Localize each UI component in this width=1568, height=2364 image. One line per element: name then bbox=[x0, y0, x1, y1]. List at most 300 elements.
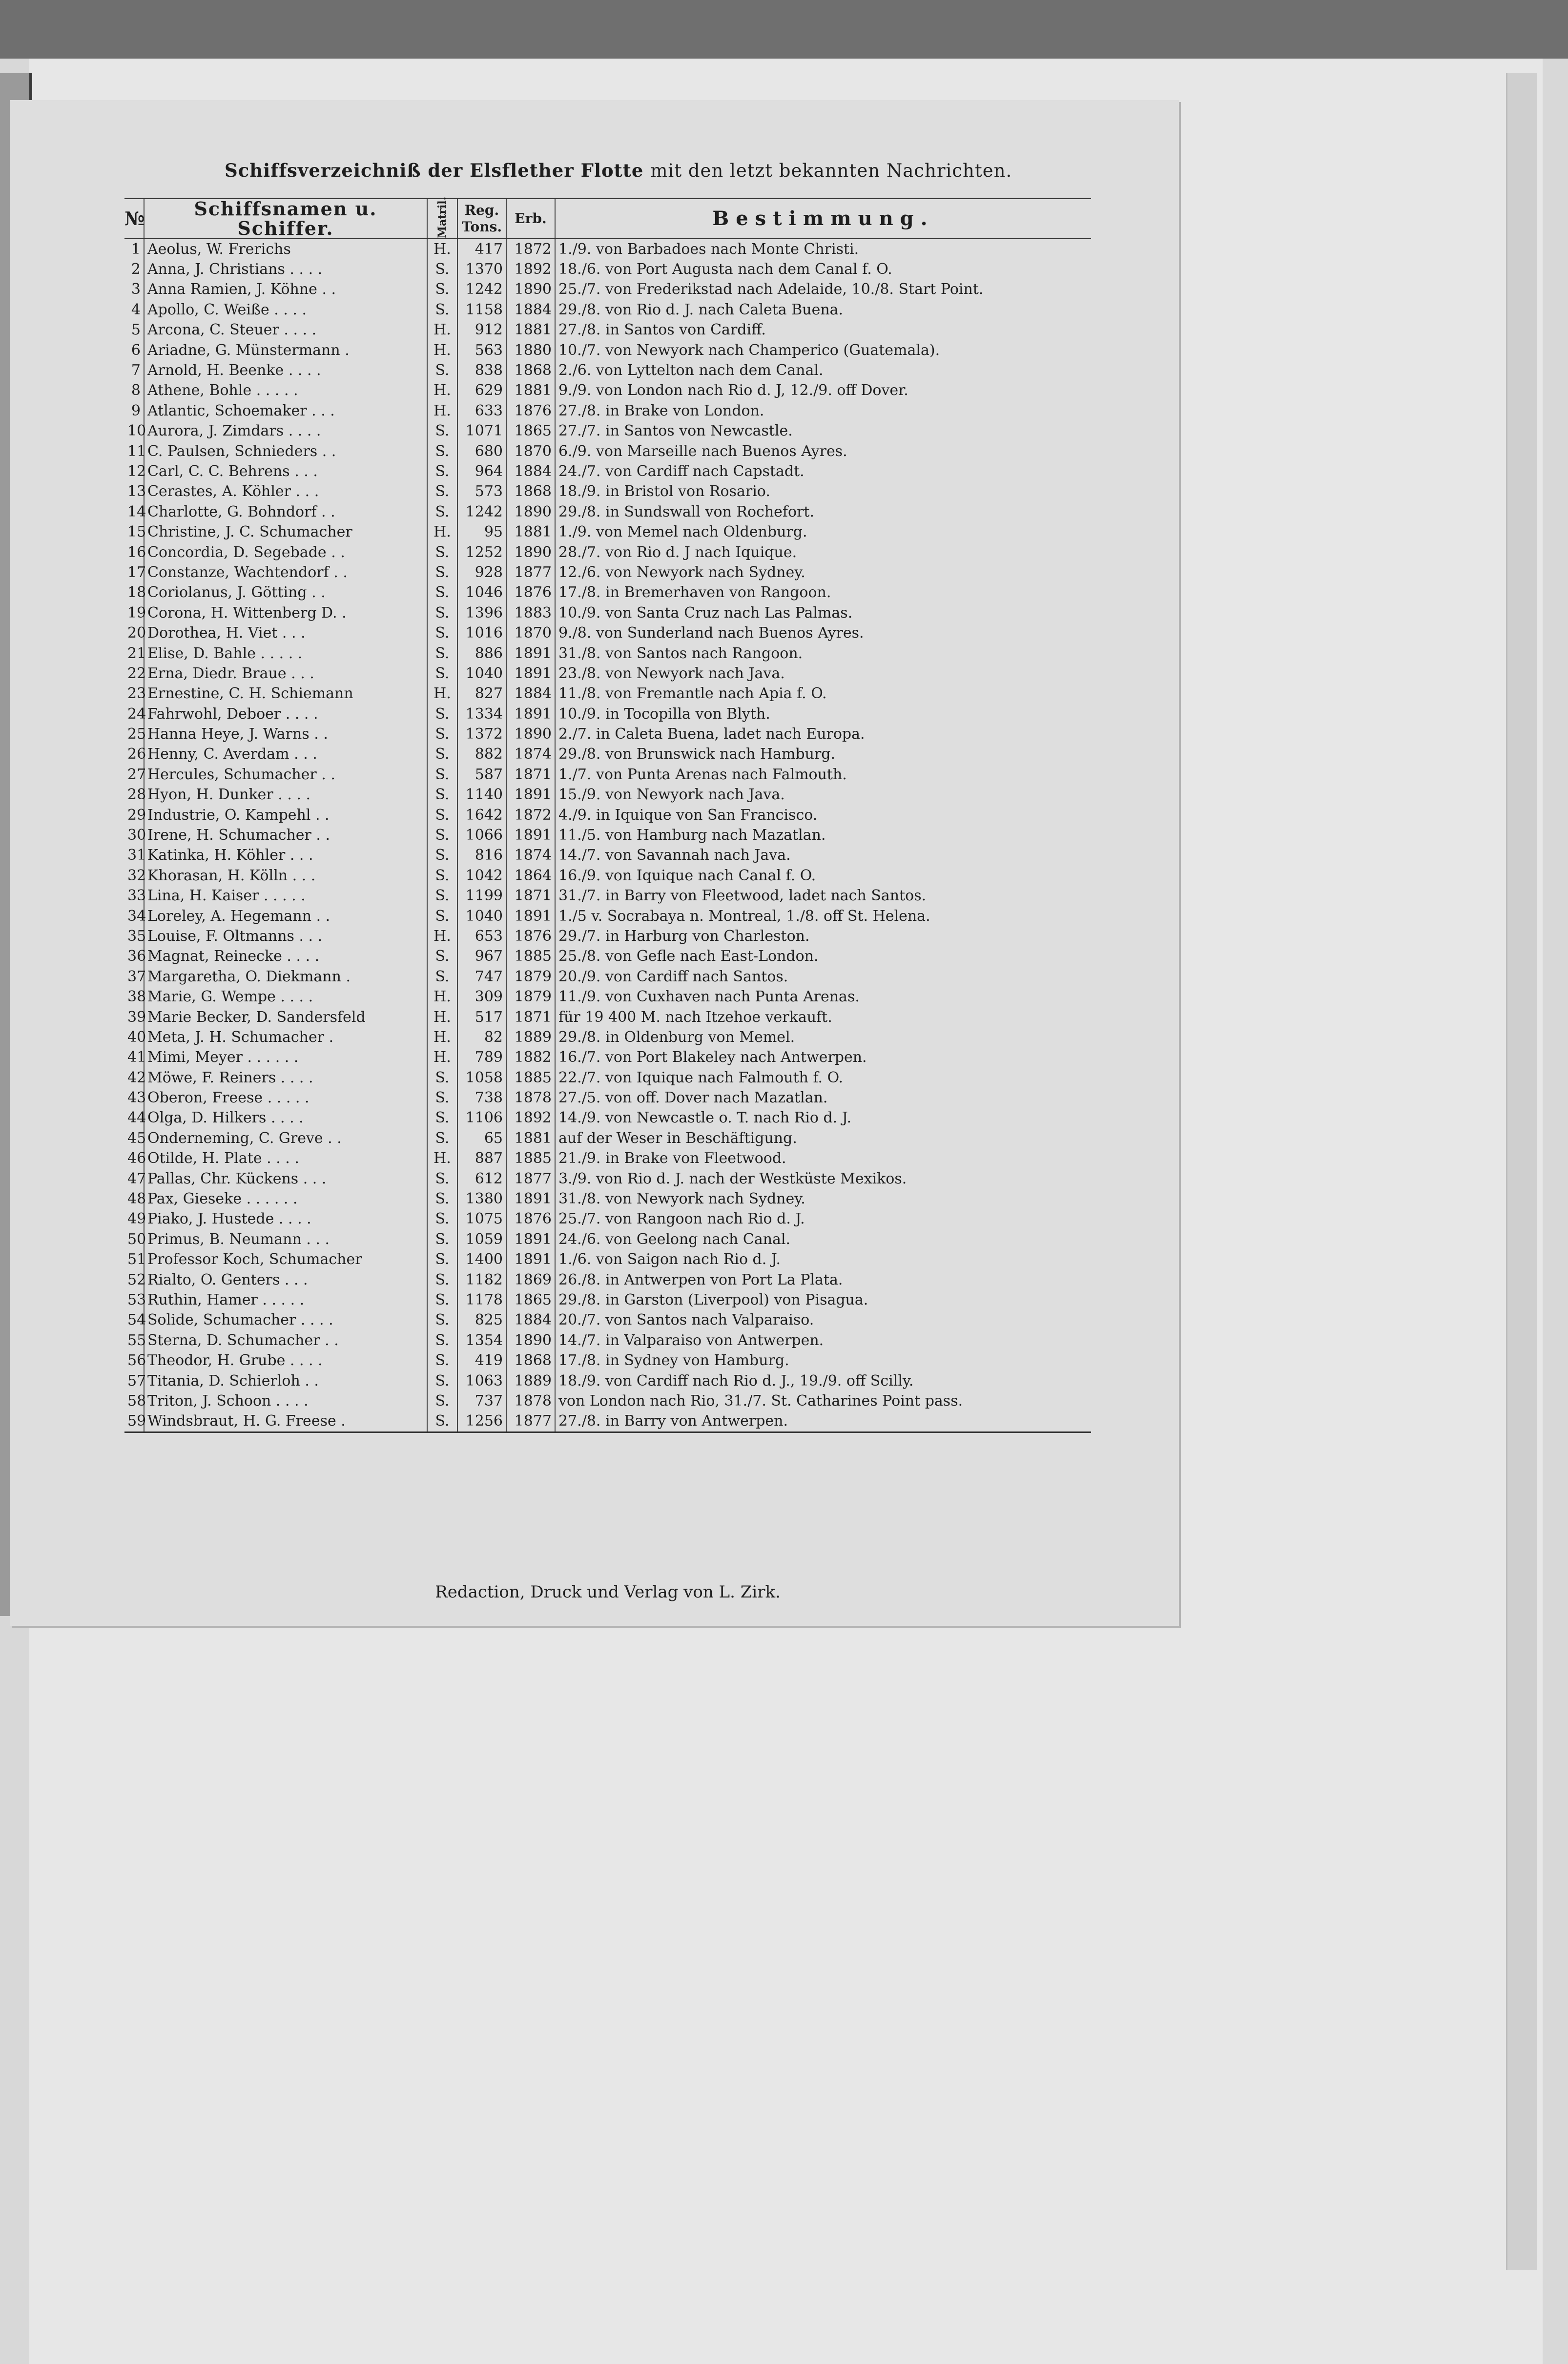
ship-and-captain-cell: Khorasan, H. Kölln . . . bbox=[144, 866, 427, 886]
year-built-cell: 1885 bbox=[506, 1149, 555, 1169]
row-number-cell: 12 bbox=[127, 462, 146, 480]
register-tons-cell: 1046 bbox=[457, 583, 506, 603]
register-tons-cell: 887 bbox=[457, 1149, 506, 1169]
year-built-cell: 1892 bbox=[506, 1108, 555, 1128]
year-built-cell: 1892 bbox=[506, 259, 555, 279]
ship-and-captain-cell: Hercules, Schumacher . . bbox=[144, 765, 427, 785]
table-row bbox=[124, 886, 1091, 906]
ship-and-captain-cell: Loreley, A. Hegemann . . bbox=[144, 906, 427, 926]
rig-type-cell: S. bbox=[427, 542, 457, 562]
scan-top-border bbox=[0, 0, 1568, 59]
row-number-cell: 22 bbox=[127, 664, 146, 682]
rig-type-cell: S. bbox=[427, 280, 457, 300]
ship-and-captain-cell: Primus, B. Neumann . . . bbox=[144, 1229, 427, 1249]
register-tons-cell: 633 bbox=[457, 401, 506, 421]
ship-and-captain-cell: Industrie, O. Kampehl . . bbox=[144, 805, 427, 825]
table-row bbox=[124, 1250, 1091, 1270]
rig-type-cell: S. bbox=[427, 1229, 457, 1249]
latest-news-cell: 31./7. in Barry von Fleetwood, ladet nach Santos. bbox=[555, 886, 1091, 906]
row-number-cell: 57 bbox=[127, 1372, 146, 1389]
year-built-cell: 1874 bbox=[506, 846, 555, 866]
register-tons-cell: 1071 bbox=[457, 421, 506, 441]
table-row bbox=[124, 805, 1091, 825]
ship-and-captain-cell: Sterna, D. Schumacher . . bbox=[144, 1330, 427, 1350]
latest-news-cell: 27./7. in Santos von Newcastle. bbox=[555, 421, 1091, 441]
latest-news-cell: 18./9. in Bristol von Rosario. bbox=[555, 482, 1091, 502]
table-row bbox=[124, 381, 1091, 401]
register-tons-cell: 1380 bbox=[457, 1189, 506, 1209]
ship-and-captain-cell: Corona, H. Wittenberg D. . bbox=[144, 603, 427, 623]
row-number-cell: 21 bbox=[127, 644, 146, 662]
table-row bbox=[124, 1048, 1091, 1068]
table-header-row bbox=[124, 199, 1091, 239]
year-built-cell: 1881 bbox=[506, 381, 555, 401]
row-number-cell: 6 bbox=[131, 341, 141, 359]
rig-type-cell: H. bbox=[427, 1007, 457, 1027]
ship-and-captain-cell: Irene, H. Schumacher . . bbox=[144, 825, 427, 845]
row-number-cell: 14 bbox=[127, 503, 146, 520]
table-row bbox=[124, 825, 1091, 845]
row-number-cell: 10 bbox=[127, 422, 146, 440]
table-row bbox=[124, 1108, 1091, 1128]
register-tons-cell: 1199 bbox=[457, 886, 506, 906]
ship-and-captain-cell: Arcona, C. Steuer . . . . bbox=[144, 320, 427, 340]
latest-news-cell: 25./7. von Frederikstad nach Adelaide, 10./8. Start Point. bbox=[555, 280, 1091, 300]
year-built-cell: 1884 bbox=[506, 300, 555, 320]
rig-type-cell: S. bbox=[427, 1350, 457, 1370]
register-tons-cell: 82 bbox=[457, 1027, 506, 1047]
row-number-cell: 47 bbox=[127, 1170, 146, 1187]
ship-and-captain-cell: Solide, Schumacher . . . . bbox=[144, 1310, 427, 1330]
year-built-cell: 1876 bbox=[506, 583, 555, 603]
table-row bbox=[124, 1310, 1091, 1330]
row-number-cell: 31 bbox=[127, 847, 146, 864]
ship-and-captain-cell: Henny, C. Averdam . . . bbox=[144, 745, 427, 765]
ship-and-captain-cell: Carl, C. C. Behrens . . . bbox=[144, 461, 427, 481]
ship-and-captain-cell: Coriolanus, J. Götting . . bbox=[144, 583, 427, 603]
rig-type-cell: S. bbox=[427, 1068, 457, 1088]
ship-and-captain-cell: Concordia, D. Segebade . . bbox=[144, 542, 427, 562]
table-row bbox=[124, 1068, 1091, 1088]
row-number-cell: 40 bbox=[127, 1028, 146, 1046]
register-tons-cell: 1354 bbox=[457, 1330, 506, 1350]
row-number-cell: 36 bbox=[127, 948, 146, 965]
year-built-cell: 1884 bbox=[506, 1310, 555, 1330]
ship-and-captain-cell: Professor Koch, Schumacher bbox=[144, 1250, 427, 1270]
register-tons-cell: 573 bbox=[457, 482, 506, 502]
fleet-table-body bbox=[124, 239, 1091, 1432]
row-number-cell: 7 bbox=[131, 362, 141, 379]
row-number-cell: 58 bbox=[127, 1392, 146, 1410]
rig-type-cell: S. bbox=[427, 583, 457, 603]
register-tons-cell: 419 bbox=[457, 1350, 506, 1370]
latest-news-cell: 31./8. von Santos nach Rangoon. bbox=[555, 643, 1091, 664]
year-built-cell: 1879 bbox=[506, 987, 555, 1007]
row-number-cell: 28 bbox=[127, 786, 146, 804]
rig-type-cell: S. bbox=[427, 724, 457, 744]
rig-type-cell: H. bbox=[427, 1027, 457, 1047]
rig-type-cell: S. bbox=[427, 1411, 457, 1432]
row-number-cell: 59 bbox=[124, 1411, 144, 1432]
latest-news-cell: 31./8. von Newyork nach Sydney. bbox=[555, 1189, 1091, 1209]
table-row bbox=[124, 441, 1091, 461]
register-tons-cell: 1106 bbox=[457, 1108, 506, 1128]
latest-news-cell: 1./6. von Saigon nach Rio d. J. bbox=[555, 1250, 1091, 1270]
table-row bbox=[124, 1007, 1091, 1027]
row-number-cell: 16 bbox=[127, 543, 146, 561]
latest-news-cell: von London nach Rio, 31./7. St. Catharines Point pass. bbox=[555, 1391, 1091, 1411]
latest-news-cell: 29./8. in Oldenburg von Memel. bbox=[555, 1027, 1091, 1047]
row-number-cell: 45 bbox=[127, 1129, 146, 1147]
table-row bbox=[124, 684, 1091, 704]
ship-and-captain-cell: Mimi, Meyer . . . . . . bbox=[144, 1048, 427, 1068]
register-tons-cell: 1252 bbox=[457, 542, 506, 562]
ship-and-captain-cell: Rialto, O. Genters . . . bbox=[144, 1270, 427, 1290]
register-tons-cell: 882 bbox=[457, 745, 506, 765]
year-built-cell: 1864 bbox=[506, 866, 555, 886]
latest-news-cell: 11./5. von Hamburg nach Mazatlan. bbox=[555, 825, 1091, 845]
table-row bbox=[124, 623, 1091, 643]
register-tons-cell: 1040 bbox=[457, 906, 506, 926]
table-row bbox=[124, 643, 1091, 664]
column-header-destination: Bestimmung. bbox=[555, 199, 1091, 239]
register-tons-cell: 309 bbox=[457, 987, 506, 1007]
table-row bbox=[124, 866, 1091, 886]
rig-type-cell: S. bbox=[427, 259, 457, 279]
latest-news-cell: 23./8. von Newyork nach Java. bbox=[555, 664, 1091, 684]
rig-type-cell: S. bbox=[427, 482, 457, 502]
rig-type-cell: S. bbox=[427, 745, 457, 765]
rig-type-cell: S. bbox=[427, 562, 457, 582]
rig-type-cell: S. bbox=[427, 421, 457, 441]
year-built-cell: 1870 bbox=[506, 441, 555, 461]
ship-and-captain-cell: Anna Ramien, J. Köhne . . bbox=[144, 280, 427, 300]
ship-and-captain-cell: Arnold, H. Beenke . . . . bbox=[144, 360, 427, 380]
year-built-cell: 1871 bbox=[506, 765, 555, 785]
row-number-cell: 48 bbox=[127, 1190, 146, 1208]
rig-type-cell: S. bbox=[427, 886, 457, 906]
latest-news-cell: 11./9. von Cuxhaven nach Punta Arenas. bbox=[555, 987, 1091, 1007]
year-built-cell: 1881 bbox=[506, 1128, 555, 1148]
table-row bbox=[124, 1350, 1091, 1370]
year-built-cell: 1891 bbox=[506, 1250, 555, 1270]
table-row bbox=[124, 1149, 1091, 1169]
year-built-cell: 1878 bbox=[506, 1088, 555, 1108]
latest-news-cell: 18./9. von Cardiff nach Rio d. J., 19./9. off Scilly. bbox=[555, 1371, 1091, 1391]
register-tons-cell: 1242 bbox=[457, 502, 506, 522]
year-built-cell: 1891 bbox=[506, 704, 555, 724]
row-number-cell: 35 bbox=[127, 927, 146, 945]
imprint-footer: Redaction, Druck und Verlag von L. Zirk. bbox=[435, 1582, 781, 1602]
table-row bbox=[124, 583, 1091, 603]
table-row bbox=[124, 1371, 1091, 1391]
year-built-cell: 1880 bbox=[506, 340, 555, 360]
latest-news-cell: 10./9. von Santa Cruz nach Las Palmas. bbox=[555, 603, 1091, 623]
latest-news-cell: 20./9. von Cardiff nach Santos. bbox=[555, 967, 1091, 987]
column-header-rig: Matril. bbox=[427, 199, 457, 239]
rig-type-cell: S. bbox=[427, 603, 457, 623]
table-row bbox=[124, 1027, 1091, 1047]
ship-and-captain-cell: Theodor, H. Grube . . . . bbox=[144, 1350, 427, 1370]
year-built-cell: 1885 bbox=[506, 947, 555, 967]
row-number-cell: 33 bbox=[127, 887, 146, 905]
latest-news-cell: 25./7. von Rangoon nach Rio d. J. bbox=[555, 1209, 1091, 1229]
rig-type-cell: S. bbox=[427, 1108, 457, 1128]
table-row bbox=[124, 1290, 1091, 1310]
row-number-cell: 26 bbox=[127, 746, 146, 763]
register-tons-cell: 563 bbox=[457, 340, 506, 360]
rig-type-cell: H. bbox=[427, 926, 457, 946]
register-tons-cell: 629 bbox=[457, 381, 506, 401]
ship-and-captain-cell: Elise, D. Bahle . . . . . bbox=[144, 643, 427, 664]
row-number-cell: 19 bbox=[127, 604, 146, 622]
table-row bbox=[124, 704, 1091, 724]
rig-type-cell: S. bbox=[427, 441, 457, 461]
latest-news-cell: 12./6. von Newyork nach Sydney. bbox=[555, 562, 1091, 582]
latest-news-cell: 11./8. von Fremantle nach Apia f. O. bbox=[555, 684, 1091, 704]
row-number-cell: 38 bbox=[127, 988, 146, 1006]
row-number-cell: 24 bbox=[127, 705, 146, 723]
column-header-built: Erb. bbox=[506, 199, 555, 239]
ship-and-captain-cell: Louise, F. Oltmanns . . . bbox=[144, 926, 427, 946]
year-built-cell: 1871 bbox=[506, 886, 555, 906]
year-built-cell: 1890 bbox=[506, 1330, 555, 1350]
year-built-cell: 1868 bbox=[506, 360, 555, 380]
register-tons-cell: 1016 bbox=[457, 623, 506, 643]
year-built-cell: 1877 bbox=[506, 562, 555, 582]
rig-type-cell: H. bbox=[427, 1149, 457, 1169]
rig-type-cell: S. bbox=[427, 1189, 457, 1209]
year-built-cell: 1868 bbox=[506, 482, 555, 502]
register-tons-cell: 1063 bbox=[457, 1371, 506, 1391]
page-heading bbox=[225, 160, 1012, 181]
year-built-cell: 1879 bbox=[506, 967, 555, 987]
year-built-cell: 1891 bbox=[506, 1189, 555, 1209]
rig-type-cell: S. bbox=[427, 1088, 457, 1108]
year-built-cell: 1891 bbox=[506, 785, 555, 805]
ship-and-captain-cell: Hyon, H. Dunker . . . . bbox=[144, 785, 427, 805]
row-number-cell: 8 bbox=[131, 382, 141, 399]
register-tons-cell: 827 bbox=[457, 684, 506, 704]
row-number-cell: 29 bbox=[127, 806, 146, 824]
row-number-cell: 50 bbox=[127, 1230, 146, 1248]
year-built-cell: 1882 bbox=[506, 1048, 555, 1068]
table-row bbox=[124, 1411, 1091, 1432]
latest-news-cell: 25./8. von Gefle nach East-London. bbox=[555, 947, 1091, 967]
table-row bbox=[124, 603, 1091, 623]
register-tons-cell: 587 bbox=[457, 765, 506, 785]
table-row bbox=[124, 785, 1091, 805]
year-built-cell: 1881 bbox=[506, 522, 555, 542]
register-tons-cell: 928 bbox=[457, 562, 506, 582]
register-tons-cell: 680 bbox=[457, 441, 506, 461]
rig-type-cell: S. bbox=[427, 846, 457, 866]
register-tons-cell: 417 bbox=[457, 239, 506, 259]
rig-type-cell: S. bbox=[427, 704, 457, 724]
register-tons-cell: 747 bbox=[457, 967, 506, 987]
rig-type-cell: S. bbox=[427, 1169, 457, 1189]
latest-news-cell: 24./7. von Cardiff nach Capstadt. bbox=[555, 461, 1091, 481]
register-tons-cell: 912 bbox=[457, 320, 506, 340]
register-tons-cell: 1372 bbox=[457, 724, 506, 744]
table-row bbox=[124, 259, 1091, 279]
latest-news-cell: 27./5. von off. Dover nach Mazatlan. bbox=[555, 1088, 1091, 1108]
table-row bbox=[124, 320, 1091, 340]
row-number-cell: 53 bbox=[127, 1291, 146, 1308]
table-row bbox=[124, 724, 1091, 744]
table-row bbox=[124, 421, 1091, 441]
latest-news-cell: 16./9. von Iquique nach Canal f. O. bbox=[555, 866, 1091, 886]
row-number-cell: 4 bbox=[131, 301, 141, 318]
register-tons-cell: 1059 bbox=[457, 1229, 506, 1249]
year-built-cell: 1878 bbox=[506, 1391, 555, 1411]
ship-and-captain-cell: Marie, G. Wempe . . . . bbox=[144, 987, 427, 1007]
latest-news-cell: 20./7. von Santos nach Valparaiso. bbox=[555, 1310, 1091, 1330]
ship-and-captain-cell: Cerastes, A. Köhler . . . bbox=[144, 482, 427, 502]
latest-news-cell: 2./6. von Lyttelton nach dem Canal. bbox=[555, 360, 1091, 380]
table-row bbox=[124, 947, 1091, 967]
ship-and-captain-cell: Constanze, Wachtendorf . . bbox=[144, 562, 427, 582]
latest-news-cell: 4./9. in Iquique von San Francisco. bbox=[555, 805, 1091, 825]
table-row bbox=[124, 1229, 1091, 1249]
latest-news-cell: 21./9. in Brake von Fleetwood. bbox=[555, 1149, 1091, 1169]
register-tons-cell: 1642 bbox=[457, 805, 506, 825]
row-number-cell: 3 bbox=[131, 281, 141, 298]
table-row bbox=[124, 502, 1091, 522]
latest-news-cell: 9./9. von London nach Rio d. J, 12./9. off Dover. bbox=[555, 381, 1091, 401]
rig-type-cell: S. bbox=[427, 664, 457, 684]
ship-and-captain-cell: Otilde, H. Plate . . . . bbox=[144, 1149, 427, 1169]
rig-type-cell: S. bbox=[427, 1371, 457, 1391]
register-tons-cell: 816 bbox=[457, 846, 506, 866]
rig-type-cell: H. bbox=[427, 522, 457, 542]
table-row bbox=[124, 1169, 1091, 1189]
year-built-cell: 1872 bbox=[506, 805, 555, 825]
column-header-tonnage: Reg. Tons. bbox=[457, 199, 506, 239]
row-number-cell: 20 bbox=[127, 624, 146, 642]
table-row bbox=[124, 360, 1091, 380]
ship-and-captain-cell: Lina, H. Kaiser . . . . . bbox=[144, 886, 427, 906]
latest-news-cell: 29./8. von Rio d. J. nach Caleta Buena. bbox=[555, 300, 1091, 320]
register-tons-cell: 825 bbox=[457, 1310, 506, 1330]
heading-rest: mit den letzt bekannten Nachrichten. bbox=[650, 160, 1012, 181]
ship-and-captain-cell: Athene, Bohle . . . . . bbox=[144, 381, 427, 401]
table-row bbox=[124, 239, 1091, 259]
row-number-cell: 25 bbox=[127, 726, 146, 743]
ship-and-captain-cell: Hanna Heye, J. Warns . . bbox=[144, 724, 427, 744]
rig-type-cell: S. bbox=[427, 623, 457, 643]
latest-news-cell: 1./9. von Memel nach Oldenburg. bbox=[555, 522, 1091, 542]
rig-type-cell: S. bbox=[427, 765, 457, 785]
row-number-cell: 44 bbox=[127, 1109, 146, 1127]
rig-type-cell: H. bbox=[427, 401, 457, 421]
table-row bbox=[124, 765, 1091, 785]
table-row bbox=[124, 664, 1091, 684]
row-number-cell: 9 bbox=[131, 402, 141, 419]
latest-news-cell: 22./7. von Iquique nach Falmouth f. O. bbox=[555, 1068, 1091, 1088]
register-tons-cell: 1396 bbox=[457, 603, 506, 623]
row-number-cell: 34 bbox=[127, 907, 146, 925]
row-number-cell: 18 bbox=[127, 584, 146, 601]
table-row bbox=[124, 987, 1091, 1007]
rig-type-cell: H. bbox=[427, 987, 457, 1007]
rig-type-cell: S. bbox=[427, 461, 457, 481]
latest-news-cell: 29./8. in Sundswall von Rochefort. bbox=[555, 502, 1091, 522]
table-row bbox=[124, 1391, 1091, 1411]
rig-type-cell: S. bbox=[427, 947, 457, 967]
ship-and-captain-cell: Magnat, Reinecke . . . . bbox=[144, 947, 427, 967]
register-tons-cell: 1182 bbox=[457, 1270, 506, 1290]
table-row bbox=[124, 926, 1091, 946]
register-tons-cell: 65 bbox=[457, 1128, 506, 1148]
register-tons-cell: 838 bbox=[457, 360, 506, 380]
ship-and-captain-cell: Dorothea, H. Viet . . . bbox=[144, 623, 427, 643]
table-row bbox=[124, 461, 1091, 481]
latest-news-cell: 10./9. in Tocopilla von Blyth. bbox=[555, 704, 1091, 724]
year-built-cell: 1890 bbox=[506, 724, 555, 744]
ship-and-captain-cell: Pax, Gieseke . . . . . . bbox=[144, 1189, 427, 1209]
register-tons-cell: 1334 bbox=[457, 704, 506, 724]
ship-and-captain-cell: Oberon, Freese . . . . . bbox=[144, 1088, 427, 1108]
rig-type-cell: S. bbox=[427, 805, 457, 825]
ship-and-captain-cell: Margaretha, O. Diekmann . bbox=[144, 967, 427, 987]
ship-and-captain-cell: Titania, D. Schierloh . . bbox=[144, 1371, 427, 1391]
latest-news-cell: 3./9. von Rio d. J. nach der Westküste Mexikos. bbox=[555, 1169, 1091, 1189]
latest-news-cell: auf der Weser in Beschäftigung. bbox=[555, 1128, 1091, 1148]
register-tons-cell: 1040 bbox=[457, 664, 506, 684]
register-tons-cell: 1256 bbox=[457, 1411, 506, 1432]
year-built-cell: 1889 bbox=[506, 1027, 555, 1047]
register-tons-cell: 738 bbox=[457, 1088, 506, 1108]
ship-and-captain-cell: Erna, Diedr. Braue . . . bbox=[144, 664, 427, 684]
ship-and-captain-cell: Windsbraut, H. G. Freese . bbox=[144, 1411, 427, 1432]
latest-news-cell: 1./5 v. Socrabaya n. Montreal, 1./8. off St. Helena. bbox=[555, 906, 1091, 926]
ship-and-captain-cell: Meta, J. H. Schumacher . bbox=[144, 1027, 427, 1047]
year-built-cell: 1884 bbox=[506, 684, 555, 704]
rig-type-cell: S. bbox=[427, 1128, 457, 1148]
row-number-cell: 42 bbox=[127, 1069, 146, 1086]
rig-type-cell: H. bbox=[427, 320, 457, 340]
register-tons-cell: 1075 bbox=[457, 1209, 506, 1229]
rig-type-cell: S. bbox=[427, 1209, 457, 1229]
rig-type-cell: H. bbox=[427, 340, 457, 360]
year-built-cell: 1869 bbox=[506, 1270, 555, 1290]
year-built-cell: 1890 bbox=[506, 542, 555, 562]
rig-type-cell: S. bbox=[427, 1250, 457, 1270]
table-row bbox=[124, 542, 1091, 562]
year-built-cell: 1884 bbox=[506, 461, 555, 481]
ship-and-captain-cell: Ruthin, Hamer . . . . . bbox=[144, 1290, 427, 1310]
year-built-cell: 1874 bbox=[506, 745, 555, 765]
rig-type-cell: H. bbox=[427, 1048, 457, 1068]
row-number-cell: 13 bbox=[127, 483, 146, 500]
row-number-cell: 39 bbox=[127, 1008, 146, 1026]
latest-news-cell: 27./8. in Santos von Cardiff. bbox=[555, 320, 1091, 340]
latest-news-cell: 14./9. von Newcastle o. T. nach Rio d. J. bbox=[555, 1108, 1091, 1128]
ship-and-captain-cell: C. Paulsen, Schnieders . . bbox=[144, 441, 427, 461]
year-built-cell: 1890 bbox=[506, 502, 555, 522]
year-built-cell: 1871 bbox=[506, 1007, 555, 1027]
ship-and-captain-cell: Apollo, C. Weiße . . . . bbox=[144, 300, 427, 320]
rig-type-cell: S. bbox=[427, 1391, 457, 1411]
latest-news-cell: 16./7. von Port Blakeley nach Antwerpen. bbox=[555, 1048, 1091, 1068]
rig-type-cell: H. bbox=[427, 239, 457, 259]
table-row bbox=[124, 300, 1091, 320]
register-tons-cell: 1066 bbox=[457, 825, 506, 845]
rig-type-cell: S. bbox=[427, 643, 457, 664]
year-built-cell: 1872 bbox=[506, 239, 555, 259]
latest-news-cell: 27./8. in Brake von London. bbox=[555, 401, 1091, 421]
